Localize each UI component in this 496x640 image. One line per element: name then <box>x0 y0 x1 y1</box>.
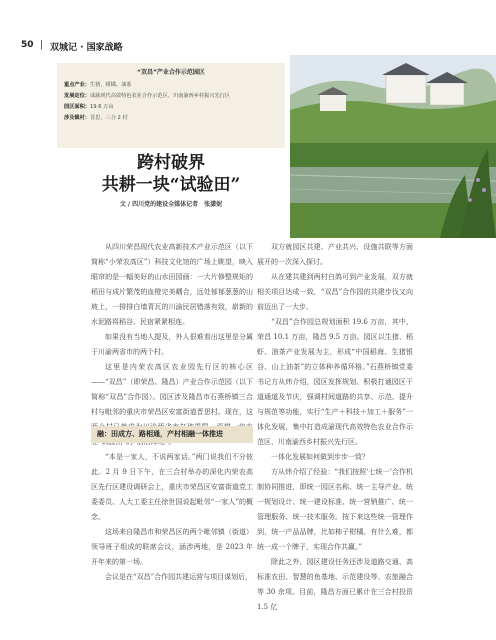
info-line <box>64 103 282 110</box>
paragraph: “本是一家人，不说两家话。”两门说我们不分彼此。2 月 9 日下午，在三合村举办的深化内荣农高区先行区建设调研会上，重庆市荣昌区安富街道党工委委员、人大工委主任徐世国说起毗邻“一家人”的概念。 <box>91 453 253 521</box>
article-column-left-continued <box>91 450 253 585</box>
subheading-text: 融：田成方、路相通，产村相融一体推进 <box>97 430 223 438</box>
info-label: 重点产业： <box>64 82 90 88</box>
info-box-heading: “双昌”产业合作示范园区 <box>137 69 205 76</box>
page-header <box>0 0 496 53</box>
info-label: 涉及镇村： <box>64 115 90 121</box>
photo-illustration <box>290 55 496 238</box>
article-title-line1: 跨村破界 <box>137 153 205 173</box>
info-line <box>64 114 282 121</box>
info-text: 19.6 万亩 <box>89 104 114 110</box>
page-number: 50 <box>21 40 34 50</box>
article-title-line2: 共耕一块“试验田” <box>101 175 241 195</box>
info-text: 成渝现代高效特色农业合作示范区、川南渝西乡村振兴先行区 <box>89 93 231 99</box>
paragraph: “双昌”合作园总规划面积 19.6 万亩，其中，荣昌 10.1 万亩，隆昌 9.5 万亩。园区以生猪、稻虾、油茶产业发展为主，形成“中国稻海、生猪银谷、山上油茶”的立体种养循环格。”石燕桥镇党委书记方从炜介绍，园区发挥规划、积极打通园区干道通道及节庆，强调村间道路的共享、示范、提升与规范等功能，实行“生产＋科技＋加工＋服务”一体化发展，集中打造成渝现代高效特色农业合作示范区、川南渝西乡村振兴先行区。 <box>257 318 413 446</box>
paragraph: 双方就园区共建、产业共兴、设施共联等方面展开的一次深入探讨。 <box>257 243 413 266</box>
paragraph: 除此之外，园区建设任务还涉及道路交通、高标准农田、智慧的鱼基地、示范建设等、农旅融合等 30 余项。目前，隆昌方面已累计在三合村投资 1.5 亿 <box>257 558 413 611</box>
info-line <box>64 92 282 99</box>
paragraph: 方从炜介绍了经验：“我们按照‘七统一’合作机制协同推进，即统一园区名称、统一主导产业、统一规划设计、统一建设标准、统一营销推广、统一管理服务、统一技术服务。按下来这些统一管理作到，统一产品品牌，比如柿子柑橘。有什么难，都统一成一个牌子，实现合作共赢。” <box>257 468 413 551</box>
paragraph: 一体化发展如何做到步步一致？ <box>271 453 369 461</box>
article-column-left <box>91 240 253 450</box>
paragraph: 从在建共建到两村白鸽可到产业发展，双方就相关项目达成一致，“双昌”合作园的共建步伐又向前迈出了一大步。 <box>257 273 413 311</box>
section-subheading <box>91 426 253 443</box>
info-text: 生猪、柑橘、油茶 <box>89 82 132 88</box>
section-title: 双城记 · 国家战略 <box>50 43 123 53</box>
paragraph: 这里是内荣农高区农业园先行区的核心区——“双昌”（即荣昌、隆昌）产业合作示范园（以下简称“双昌”合作园）。园区涉及隆昌市石燕桥镇三合村与毗邻的重庆市荣昌区安富街道晋思村。现在，这 <box>91 363 253 416</box>
village-landscape-photo <box>290 55 496 238</box>
info-line <box>64 81 282 88</box>
info-label: 园区面积： <box>64 104 90 110</box>
article-column-right <box>257 240 413 615</box>
info-box <box>57 63 285 148</box>
paragraph: 会议是在“双昌”合作园共建运营与项目谋划后， <box>105 573 253 581</box>
paragraph: 从四川荣昌现代农业高新技术产业示范区（以下简称“小荣农高区”）科技文化馆的广场上眺望，映入眼帘的是一幅美好的山水田园画：一大片修整规矩的稻田与成片繁茂的血橙完美耦合，远处郁郁葱葱的山坡上，一排排白墙青瓦的川渝民居错落有致，崭新的水泥路将稻谷、民宿紧紧相连。 <box>91 243 253 326</box>
info-text: 晋思、三合 2 村 <box>89 115 128 121</box>
header-separator: | <box>40 40 44 50</box>
paragraph: 这场来自隆昌市和荣昌区的两个毗邻镇（街道）领导班子组成的联席会议，涵涉两地，是 2023 年开年来的第一场。 <box>91 528 253 566</box>
byline: 文 / 四川党的建设全媒体记者 张潇妮 <box>119 201 223 208</box>
paragraph: 如果没有当地人提及，外人很难看出这里是分属于川渝两省市的两个村。 <box>91 333 253 356</box>
info-label: 发展定位： <box>64 93 90 99</box>
